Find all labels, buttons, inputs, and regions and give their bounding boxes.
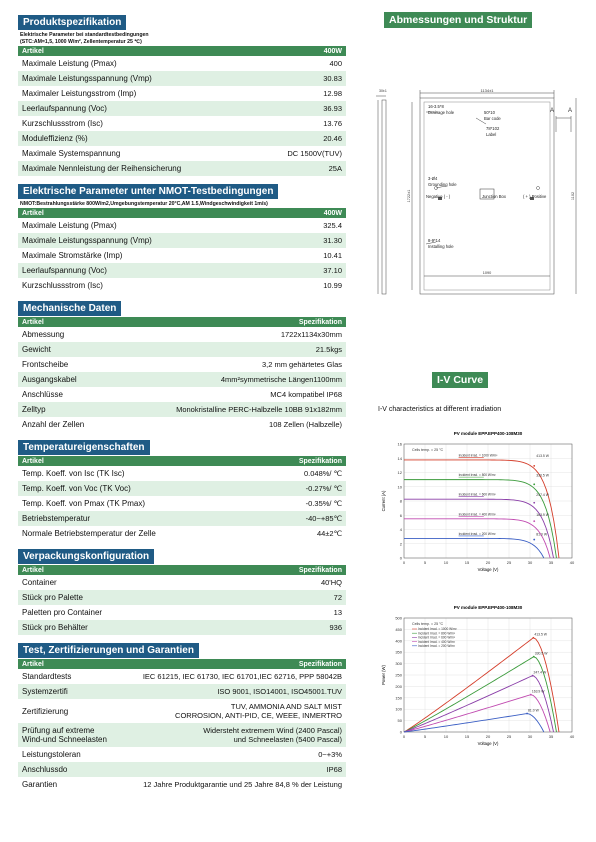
table-header xyxy=(18,317,346,327)
chart-title: PV module EPP.EPP400-108M30 xyxy=(453,431,523,436)
data-label: 330.5 W xyxy=(536,473,549,478)
header-cell: Artikel xyxy=(22,566,44,574)
row-label: Temp. Koeff. von Pmax (TK Pmax) xyxy=(22,499,146,508)
header-cell: 400W xyxy=(323,209,342,217)
section-title: Test, Zertifizierungen und Garantien xyxy=(18,643,199,658)
header-cell: Artikel xyxy=(22,457,44,465)
series-line xyxy=(404,676,554,732)
row-label: Stück pro Behälter xyxy=(22,623,88,632)
x-tick-label: 5 xyxy=(423,560,427,565)
table-row xyxy=(18,116,346,131)
iv-curve-title: I-V Curve xyxy=(432,372,488,388)
positive-label: ( + ) Positive xyxy=(523,194,547,199)
section-packaging xyxy=(18,546,346,635)
row-value: 13.76 xyxy=(323,119,342,128)
cell-line: CORROSION, ANTI-PID, CE, WEEE, INMERTRO xyxy=(175,711,342,720)
install-label-2: Installing hole xyxy=(428,244,454,249)
x-tick-label: 10 xyxy=(443,560,449,565)
row-value: 72 xyxy=(333,593,342,602)
spec-column xyxy=(18,12,346,792)
row-value: 325.4 xyxy=(323,221,342,230)
row-value: 10.41 xyxy=(323,251,342,260)
table-row xyxy=(18,248,346,263)
table-row xyxy=(18,575,346,590)
legend-entry: Incident Irrad. = 200 W/m² xyxy=(418,644,455,648)
y-tick-label: 8 xyxy=(399,498,402,504)
table-body xyxy=(18,218,346,293)
dim-inner-width: 1090 xyxy=(482,271,492,275)
row-label: Abmessung xyxy=(22,330,65,339)
iv-chart xyxy=(376,426,586,576)
y-tick-label: 200 xyxy=(395,683,402,689)
barcode-label-2: Bar code xyxy=(484,116,501,121)
x-tick-label: 35 xyxy=(548,734,554,739)
x-tick-label: 0 xyxy=(402,734,406,739)
row-label: Leerlaufspannung (Voc) xyxy=(22,104,107,113)
drain-label-2: Drainage hole xyxy=(428,110,455,115)
dim-side: 1102 xyxy=(571,191,575,201)
row-label: Maximale Systemspannung xyxy=(22,149,121,158)
row-label: Betriebstemperatur xyxy=(22,514,91,523)
x-tick-label: 30 xyxy=(527,560,533,565)
data-point xyxy=(533,483,535,485)
header-cell: Artikel xyxy=(22,318,44,326)
row-value: -40~+85℃ xyxy=(305,514,342,523)
row-label: Kurzschlussstrom (Isc) xyxy=(22,119,103,128)
table-row xyxy=(18,327,346,342)
y-axis-label: Power (W) xyxy=(381,665,386,685)
drain-label: 16-3.5*8 xyxy=(428,104,444,109)
table-row xyxy=(18,131,346,146)
row-label: Leerlaufspannung (Voc) xyxy=(22,266,107,275)
section-title: Temperatureigenschaften xyxy=(18,440,150,455)
data-label: 81.0 W xyxy=(528,708,539,713)
row-value: 3,2 mm gehärtetes Glas xyxy=(261,360,342,369)
dim-width: 1134±1 xyxy=(480,88,494,93)
table-row xyxy=(18,71,346,86)
y-tick-label: 4 xyxy=(399,527,402,532)
row-value: 108 Zellen (Halbzelle) xyxy=(269,420,342,429)
table-body xyxy=(18,56,346,176)
legend-entry: Incident Irrad. = 800 W/m² xyxy=(418,631,455,636)
header-cell: Spezifikation xyxy=(298,566,342,574)
row-value: -0.35%/ ℃ xyxy=(305,499,342,508)
ground-label: 3-Ø4 xyxy=(428,176,438,181)
y-tick-label: 450 xyxy=(395,626,402,632)
y-tick-label: 250 xyxy=(395,672,402,678)
row-label: Maximale Leistungsspannung (Vmp) xyxy=(22,236,152,245)
table-body xyxy=(18,575,346,635)
table-row xyxy=(18,263,346,278)
x-tick-label: 35 xyxy=(548,560,554,565)
x-tick-label: 10 xyxy=(443,734,449,739)
legend-entry: Incident Irrad. = 1000 W/m² xyxy=(418,627,457,632)
legend-note: Cells temp. = 25 °C xyxy=(412,622,444,626)
x-tick-label: 25 xyxy=(506,734,512,739)
y-tick-label: 16 xyxy=(397,441,402,447)
row-value: -0.27%/ ℃ xyxy=(305,484,342,493)
data-point xyxy=(530,694,532,696)
section-nmot xyxy=(18,181,346,293)
nameplate-label: 78*102 xyxy=(486,126,500,131)
row-value: DC 1500V(TUV) xyxy=(287,149,342,158)
table-row xyxy=(18,161,346,176)
table-row: Zertifizierung TUV, AMMONIA AND SALT MIST CORROSION, ANTI-PID, CE, WEEE, INMERTRO xyxy=(22,702,342,720)
row-value: MC4 kompatibel IP68 xyxy=(270,390,342,399)
row-label: Anschlüsse xyxy=(22,390,63,399)
module-dimension-drawing xyxy=(376,88,582,300)
row-label: Maximale Leistung (Pmax) xyxy=(22,59,117,68)
y-tick-label: 14 xyxy=(397,455,402,461)
table-header xyxy=(18,46,346,56)
y-tick-label: 350 xyxy=(395,649,402,655)
y-tick-label: 10 xyxy=(397,484,402,490)
y-tick-label: 400 xyxy=(395,638,402,644)
nameplate-label-2: Label xyxy=(486,132,497,137)
dim-thickness: 30±1 xyxy=(379,89,387,93)
row-label: Normale Betriebstemperatur der Zelle xyxy=(22,529,156,538)
x-axis-label: Voltage (V) xyxy=(477,567,499,572)
table-body xyxy=(18,327,346,432)
section-subtitle: (STC:AM=1,5, 1000 W/m², Zellentemperatur 25 ℃) xyxy=(20,39,142,45)
x-tick-label: 15 xyxy=(464,560,470,565)
table-row xyxy=(18,723,346,747)
legend-entry: Incident Irrad. = 200 W/m² xyxy=(458,531,496,536)
row-value: 4mm²symmetrische Längen1100mm xyxy=(220,375,342,384)
cell-line: Widersteht extremem Wind (2400 Pascal) xyxy=(203,726,342,735)
legend-entry: Incident Irrad. = 400 W/m² xyxy=(458,512,496,517)
install-label: 8-9*14 xyxy=(428,238,441,243)
row-value: 40'HQ xyxy=(320,578,342,587)
table-row: Anschlussdo IP68 xyxy=(18,762,346,777)
y-tick-label: 300 xyxy=(395,661,402,667)
table-header xyxy=(18,659,346,669)
ground-label-2: Grounding hole xyxy=(428,182,457,187)
row-value: Monokristalline PERC-Halbzelle 10BB 91x182mm xyxy=(176,405,342,414)
data-label: 81.0 W xyxy=(536,532,548,537)
table-row xyxy=(18,56,346,71)
data-label: 330.5 W xyxy=(534,651,548,656)
data-point xyxy=(533,520,535,522)
table-row xyxy=(18,387,346,402)
x-tick-label: 20 xyxy=(485,734,491,739)
table-row xyxy=(18,342,346,357)
header-cell: Spezifikation xyxy=(298,318,342,326)
section-title: Mechanische Daten xyxy=(18,301,121,316)
y-tick-label: 12 xyxy=(397,470,402,475)
header-cell: 400W xyxy=(323,47,342,55)
row-label: Maximale Stromstärke (Imp) xyxy=(22,251,123,260)
x-tick-label: 0 xyxy=(402,560,406,565)
table-body xyxy=(18,466,346,541)
legend-entry: Incident Irrad. = 600 W/m² xyxy=(458,492,496,497)
row-label: Kurzschlussstrom (Isc) xyxy=(22,281,103,290)
row-value: 37.10 xyxy=(323,266,342,275)
section-title: Verpackungskonfiguration xyxy=(18,549,154,564)
section-certifications xyxy=(18,640,346,792)
section-subtitle: NMOT:Bestrahlungsstärke 800W/m2,Umgebungstemperatur 20°C,AM 1.5,Windgeschwindigkeit 1m/s) xyxy=(20,201,268,207)
row-label: Gewicht xyxy=(22,345,51,354)
row-label: Maximale Nennleistung der Reihensicherung xyxy=(22,164,182,173)
table-header xyxy=(18,456,346,466)
table-row xyxy=(18,233,346,248)
data-label: 413.5 W xyxy=(534,632,548,637)
cell-line: und Schneelasten (5400 Pascal) xyxy=(233,735,342,744)
table-row xyxy=(18,402,346,417)
data-point xyxy=(532,637,534,639)
y-tick-label: 2 xyxy=(399,541,402,547)
header-cell: Artikel xyxy=(22,47,44,55)
table-row xyxy=(18,357,346,372)
section-title: Produktspezifikation xyxy=(18,15,126,30)
row-label: Container xyxy=(22,578,57,587)
row-value: 20.46 xyxy=(323,134,342,143)
cell-line: Wind-und Schneelasten xyxy=(22,735,107,744)
x-tick-label: 25 xyxy=(506,560,512,565)
data-label: 413.5 W xyxy=(536,453,549,458)
row-value: 10.99 xyxy=(323,281,342,290)
header-cell: Artikel xyxy=(22,660,44,668)
row-label: Temp. Koeff. von Voc (TK Voc) xyxy=(22,484,131,493)
data-label: 163.9 W xyxy=(536,512,549,517)
chart-title: PV module EPP.EPP400-108M30 xyxy=(453,605,523,610)
section-mechanical xyxy=(18,298,346,432)
data-point xyxy=(533,502,535,504)
y-axis-label: Current (A) xyxy=(381,490,386,512)
row-label: Maximaler Leistungsstrom (Imp) xyxy=(22,89,137,98)
table-row xyxy=(18,526,346,541)
x-tick-label: 40 xyxy=(569,734,575,739)
cell-line: Prüfung auf extreme xyxy=(22,726,95,735)
negative-label: Negative ( - ) xyxy=(426,194,451,199)
row-label: Zelltyp xyxy=(22,405,46,414)
y-tick-label: 500 xyxy=(395,615,402,621)
table-row xyxy=(18,372,346,387)
legend-entry: Incident Irrad. = 1000 W/m² xyxy=(458,453,498,458)
y-tick-label: 6 xyxy=(399,512,402,518)
row-value: 36.93 xyxy=(323,104,342,113)
table-row xyxy=(18,466,346,481)
data-label: 247.4 W xyxy=(536,493,549,498)
y-tick-label: 150 xyxy=(395,695,402,701)
table-row xyxy=(18,620,346,635)
data-point xyxy=(526,713,528,715)
row-value: 13 xyxy=(333,608,342,617)
row-value: 30.83 xyxy=(323,74,342,83)
row-label: Anzahl der Zellen xyxy=(22,420,85,429)
data-point xyxy=(532,675,534,677)
x-tick-label: 15 xyxy=(464,734,470,739)
section-subtitle: Elektrische Parameter bei standardtestbedingungen xyxy=(20,32,149,38)
data-label: 163.9 W xyxy=(531,689,545,694)
y-tick-label: 0 xyxy=(399,555,402,561)
row-value: 400 xyxy=(329,59,342,68)
table-row xyxy=(18,146,346,161)
table-row: Systemzertifi ISO 9001, ISO14001, ISO45001.TUV xyxy=(18,684,346,699)
row-label: Ausgangskabel xyxy=(22,375,77,384)
cell-line: TUV, AMMONIA AND SALT MIST xyxy=(230,702,342,711)
row-label: Paletten pro Container xyxy=(22,608,103,617)
table-row: Garantien 12 Jahre Produktgarantie und 25 Jahre 84,8 % der Leistung xyxy=(22,780,342,789)
row-label: Maximale Leistung (Pmax) xyxy=(22,221,117,230)
section-product-spec xyxy=(18,12,346,176)
barcode-label: 50*10 xyxy=(484,110,495,115)
header-cell: Spezifikation xyxy=(298,660,342,668)
row-label: Frontscheibe xyxy=(22,360,69,369)
legend-entry: Incident Irrad. = 600 W/m² xyxy=(418,635,455,640)
table-header xyxy=(18,565,346,575)
header-cell: Artikel xyxy=(22,209,44,217)
x-axis-label: Voltage (V) xyxy=(477,741,499,746)
row-label: Temp. Koeff. von Isc (TK Isc) xyxy=(22,469,125,478)
junction-box-label: Junction Box xyxy=(482,194,506,199)
row-value: 936 xyxy=(329,623,342,632)
y-tick-label: 100 xyxy=(395,706,402,712)
table-row xyxy=(18,101,346,116)
section-temperature xyxy=(18,437,346,541)
x-tick-label: 20 xyxy=(485,560,491,565)
x-tick-label: 5 xyxy=(423,734,427,739)
row-label: Stück pro Palette xyxy=(22,593,83,602)
table-row xyxy=(18,86,346,101)
row-value: 25A xyxy=(328,164,342,173)
section-a-right: A xyxy=(568,108,573,114)
table-row xyxy=(18,605,346,620)
table-row xyxy=(18,417,346,432)
row-value: 21.5kgs xyxy=(315,345,342,354)
y-tick-label: 50 xyxy=(397,718,402,724)
data-point xyxy=(533,465,535,467)
section-title: Elektrische Parameter unter NMOT-Testbedingungen xyxy=(18,184,278,199)
table-row xyxy=(18,511,346,526)
row-label: Moduleffizienz (%) xyxy=(22,134,88,143)
table-row xyxy=(18,496,346,511)
table-row: Standardtests IEC 61215, IEC 61730, IEC 61701,IEC 62716, PPP 58042B xyxy=(22,672,342,681)
legend-entry: Incident Irrad. = 400 W/m² xyxy=(418,639,455,644)
series-line xyxy=(404,499,554,558)
dimensions-title: Abmessungen und Struktur xyxy=(384,12,532,28)
x-tick-label: 40 xyxy=(569,560,575,565)
table-row xyxy=(18,590,346,605)
section-a-left: A xyxy=(550,108,555,114)
legend-note: Cells temp. = 25 °C xyxy=(412,448,444,452)
data-point xyxy=(533,656,535,658)
header-cell: Spezifikation xyxy=(298,457,342,465)
legend-entry: Incident Irrad. = 800 W/m² xyxy=(458,473,496,478)
data-point xyxy=(533,539,535,541)
table-row xyxy=(18,218,346,233)
table-row xyxy=(18,481,346,496)
table-header xyxy=(18,208,346,218)
dim-height: 1722±1 xyxy=(407,189,411,203)
table-row: Leistungstoleran 0~+3% xyxy=(22,750,342,759)
pv-chart xyxy=(376,600,586,750)
y-tick-label: 0 xyxy=(399,729,402,735)
row-label: Maximale Leistungsspannung (Vmp) xyxy=(22,74,152,83)
x-tick-label: 30 xyxy=(527,734,533,739)
data-label: 247.4 W xyxy=(533,670,547,675)
row-value: 0.048%/ ℃ xyxy=(303,469,342,478)
row-value: 12.98 xyxy=(323,89,342,98)
row-value: 1722x1134x30mm xyxy=(280,330,342,339)
row-value: 31.30 xyxy=(323,236,342,245)
row-value: 44±2℃ xyxy=(316,529,342,538)
iv-curve-subtitle: I-V characteristics at different irradiation xyxy=(378,406,502,413)
table-row xyxy=(18,278,346,293)
